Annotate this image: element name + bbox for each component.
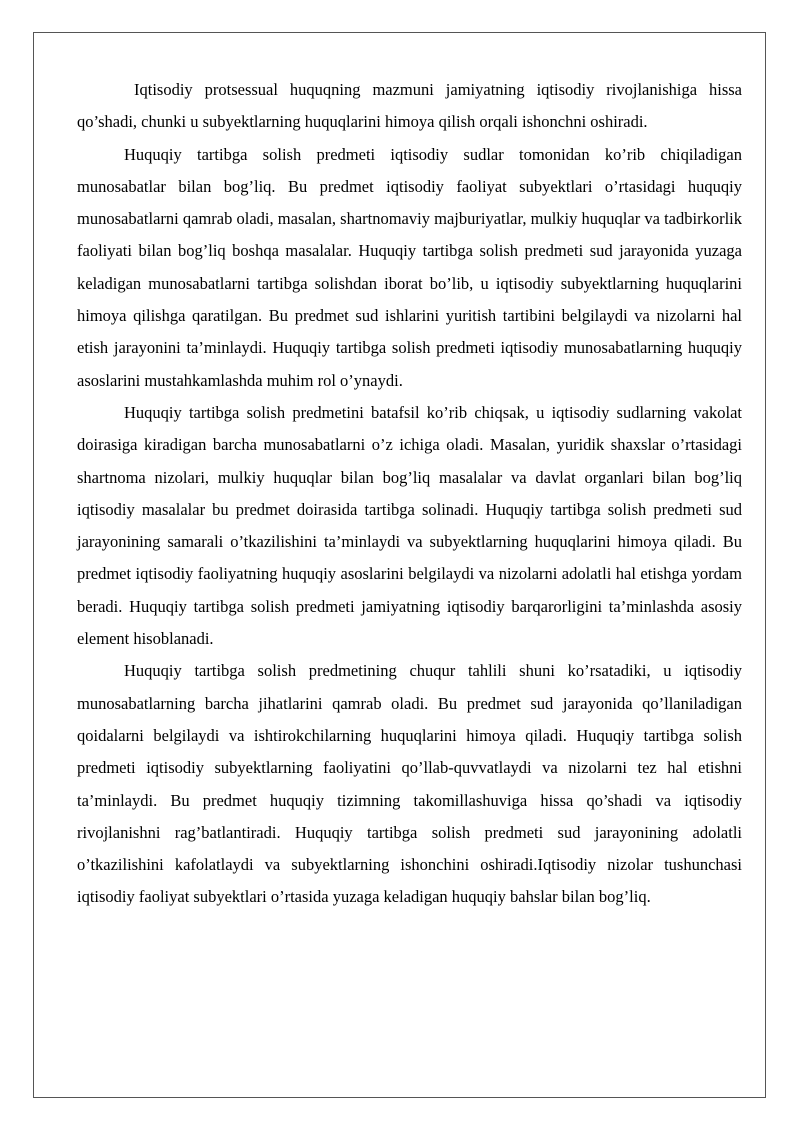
paragraph-3: Huquqiy tartibga solish predmetini batafsil ko’rib chiqsak, u iqtisodiy sudlarning vakolat doirasiga kiradigan barcha munosabatlarni o’z ichiga oladi. Masalan, yuridik shaxslar o’rtasidagi shartnoma nizolari, mulkiy huquqlar bilan bog’liq masalalar va davlat organlari bilan bog’liq iqtisodiy masalalar bu predmet doirasida tartibga solinadi. Huquqiy tartibga solish predmeti sud jarayonining samarali o’tkazilishini ta’minlaydi va subyektlarning huquqlarini himoya qiladi. Bu predmet iqtisodiy faoliyatning huquqiy asoslarini belgilaydi va nizolarni adolatli hal etishga yordam beradi. Huquqiy tartibga solish predmeti jamiyatning iqtisodiy barqarorligini ta’minlashda asosiy element hisoblanadi. [77, 402, 742, 649]
document-body [77, 74, 742, 914]
paragraph-2: Huquqiy tartibga solish predmeti iqtisodiy sudlar tomonidan ko’rib chiqiladigan munosabatlar bilan bog’liq. Bu predmet iqtisodiy faoliyat subyektlari o’rtasidagi huquqiy munosabatlarni qamrab oladi, masalan, shartnomaviy majburiyatlar, mulkiy huquqlar va tadbirkorlik faoliyati bilan bog’liq boshqa masalalar. Huquqiy tartibga solish predmeti sud jarayonida yuzaga keladigan munosabatlarni tartibga solishdan iborat bo’lib, u iqtisodiy subyektlarning huquqlarini himoya qilishga qaratilgan. Bu predmet sud ishlarini yuritish tartibini belgilaydi va nizolarni hal etish jarayonini ta’minlaydi. Huquqiy tartibga solish predmeti iqtisodiy munosabatlarning huquqiy asoslarini mustahkamlashda muhim rol o’ynaydi. [77, 144, 742, 390]
paragraph-1: Iqtisodiy protsessual huquqning mazmuni jamiyatning iqtisodiy rivojlanishiga hissa qo’shadi, chunki u subyektlarning huquqlarini himoya qilish orqali ishonchni oshiradi. [77, 80, 742, 132]
paragraph-4: Huquqiy tartibga solish predmetining chuqur tahlili shuni ko’rsatadiki, u iqtisodiy munosabatlarning barcha jihatlarini qamrab oladi. Bu predmet sud jarayonida qo’llaniladigan qoidalarni belgilaydi va ishtirokchilarning huquqlarini himoya qiladi. Huquqiy tartibga solish predmeti iqtisodiy subyektlarning faoliyatini qo’llab-quvvatlaydi va nizolarni tez hal etishni ta’minlaydi. Bu predmet huquqiy tizimning takomillashuviga hissa qo’shadi va iqtisodiy rivojlanishni rag’batlantiradi. Huquqiy tartibga solish predmeti sud jarayonining adolatli o’tkazilishini kafolatlaydi va subyektlarning ishonchini oshiradi.Iqtisodiy nizolar tushunchasi iqtisodiy faoliyat subyektlari o’rtasida yuzaga keladigan huquqiy bahslar bilan bog’liq. [77, 661, 742, 907]
